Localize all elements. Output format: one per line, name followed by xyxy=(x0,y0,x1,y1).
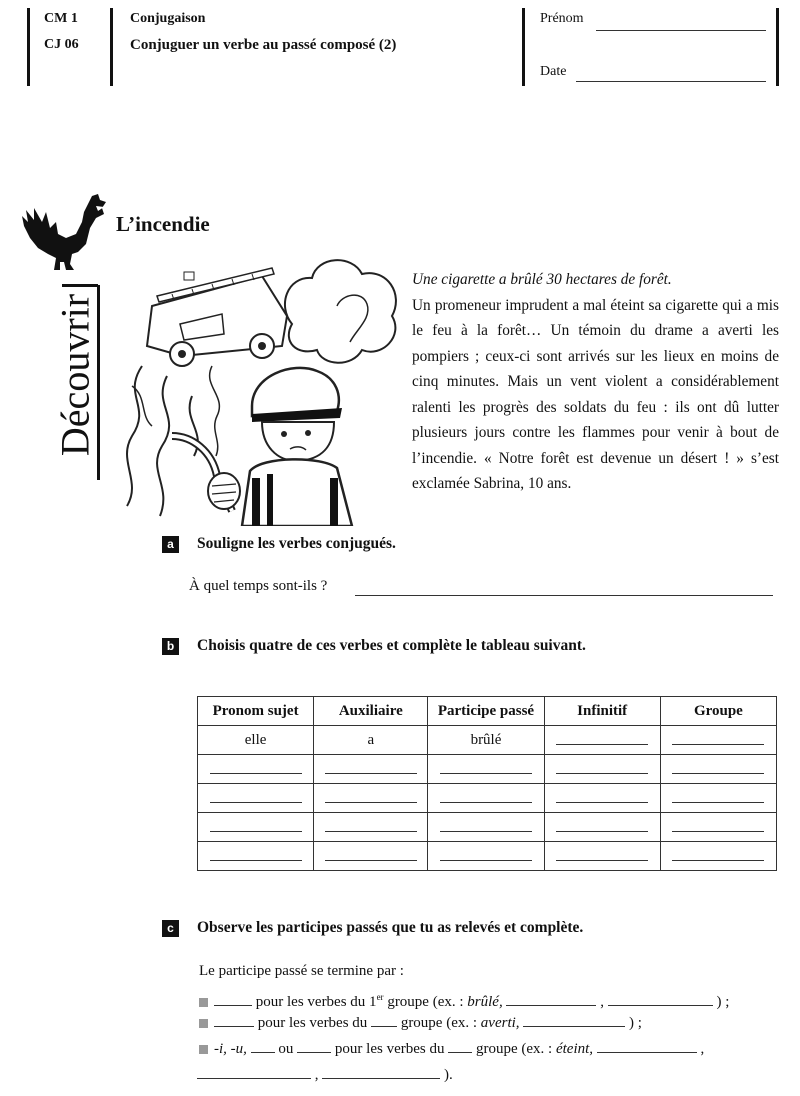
answer-blank[interactable] xyxy=(523,1025,625,1027)
exercise-b-instruction: Choisis quatre de ces verbes et complète le tableau suivant. xyxy=(197,637,586,654)
table-row xyxy=(198,784,777,813)
rule-line-3-cont: , ). xyxy=(197,1063,453,1087)
answer-blank[interactable] xyxy=(251,1051,275,1053)
header-divider-left xyxy=(27,8,30,86)
header-level: CM 1 xyxy=(44,11,78,26)
bullet-square-icon xyxy=(199,1019,208,1028)
header-subject: Conjugaison xyxy=(130,11,206,26)
table-row xyxy=(198,842,777,871)
column-header: Groupe xyxy=(660,697,776,726)
rule-text: groupe (ex. : xyxy=(475,1041,553,1057)
column-header: Infinitif xyxy=(544,697,660,726)
superscript: er xyxy=(376,992,384,1002)
column-header: Participe passé xyxy=(428,697,544,726)
table-cell-input[interactable] xyxy=(314,813,428,842)
date-field[interactable] xyxy=(576,80,766,82)
table-cell-input[interactable] xyxy=(544,726,660,755)
table-cell-input[interactable] xyxy=(428,784,544,813)
table-row xyxy=(198,813,777,842)
rule-text: ou xyxy=(278,1041,294,1057)
answer-blank[interactable] xyxy=(297,1051,331,1053)
exercise-c-marker: c xyxy=(162,920,179,937)
rule-text: pour les verbes du 1 xyxy=(255,994,377,1010)
rule-example: averti, xyxy=(480,1015,520,1031)
rule-example: éteint, xyxy=(555,1041,594,1057)
story-heading: L’incendie xyxy=(116,212,210,236)
story-headline: Une cigarette a brûlé 30 hectares de forêt. xyxy=(412,271,672,288)
firstname-label: Prénom xyxy=(540,11,584,26)
column-header: Auxiliaire xyxy=(314,697,428,726)
answer-blank[interactable] xyxy=(608,1004,713,1006)
table-cell-input[interactable] xyxy=(314,755,428,784)
table-cell-input[interactable] xyxy=(314,842,428,871)
table-cell-input[interactable] xyxy=(660,813,776,842)
answer-blank[interactable] xyxy=(214,1004,252,1006)
table-cell: brûlé xyxy=(428,726,544,755)
rooster-icon xyxy=(20,192,108,284)
rule-line-2: pour les verbes du groupe (ex. : averti, ) ; xyxy=(199,1011,642,1035)
table-cell-input[interactable] xyxy=(544,842,660,871)
answer-blank[interactable] xyxy=(506,1004,596,1006)
rule-text: groupe (ex. : xyxy=(400,1015,478,1031)
answer-blank[interactable] xyxy=(448,1051,472,1053)
exercise-a-answer-field[interactable] xyxy=(355,594,773,596)
table-row xyxy=(198,726,777,755)
table-cell-input[interactable] xyxy=(198,842,314,871)
exercise-b-marker: b xyxy=(162,638,179,655)
rule-line-3: -i, -u, ou pour les verbes du groupe (ex. : éteint, , xyxy=(199,1037,704,1061)
section-label: Découvrir xyxy=(52,293,98,457)
table-cell-input[interactable] xyxy=(660,784,776,813)
firstname-field[interactable] xyxy=(596,29,766,31)
rule-endings: -i, -u, xyxy=(214,1041,247,1057)
table-cell-input[interactable] xyxy=(314,784,428,813)
answer-blank[interactable] xyxy=(214,1025,254,1027)
exercise-c xyxy=(162,919,583,937)
column-header: Pronom sujet xyxy=(198,697,314,726)
bullet-square-icon xyxy=(199,1045,208,1054)
rule-line-1: pour les verbes du 1er groupe (ex. : brûlé, , ) ; xyxy=(199,985,729,1014)
header-code: CJ 06 xyxy=(44,37,79,52)
table-cell-input[interactable] xyxy=(428,813,544,842)
table-cell-input[interactable] xyxy=(428,842,544,871)
table-cell-input[interactable] xyxy=(198,813,314,842)
section-vertical-rule xyxy=(97,285,100,480)
header-divider-mid xyxy=(110,8,113,86)
table-cell-input[interactable] xyxy=(198,784,314,813)
rule-text: groupe (ex. : xyxy=(387,994,464,1010)
date-label: Date xyxy=(540,64,567,79)
firefighter-illustration xyxy=(112,246,404,526)
exercise-b xyxy=(162,637,586,655)
table-cell-input[interactable] xyxy=(544,813,660,842)
header-title: Conjuguer un verbe au passé composé (2) xyxy=(130,37,397,53)
bullet-square-icon xyxy=(199,998,208,1007)
table-cell-input[interactable] xyxy=(428,755,544,784)
story-text xyxy=(412,267,779,497)
table-cell-input[interactable] xyxy=(660,842,776,871)
table-cell-input[interactable] xyxy=(660,755,776,784)
section-separator xyxy=(62,284,98,287)
verb-table xyxy=(197,696,777,871)
header-divider-far xyxy=(776,8,779,86)
exercise-a-question: À quel temps sont-ils ? xyxy=(189,578,328,594)
rule-example: brûlé, xyxy=(467,994,503,1010)
exercise-c-intro: Le participe passé se termine par : xyxy=(199,963,404,979)
table-cell-input[interactable] xyxy=(544,755,660,784)
header-divider-right xyxy=(522,8,525,86)
exercise-a-marker: a xyxy=(162,536,179,553)
table-cell-input[interactable] xyxy=(544,784,660,813)
exercise-c-instruction: Observe les participes passés que tu as relevés et complète. xyxy=(197,919,584,936)
table-cell-input[interactable] xyxy=(198,755,314,784)
table-cell: elle xyxy=(198,726,314,755)
exercise-a-instruction: Souligne les verbes conjugués. xyxy=(197,535,396,552)
answer-blank[interactable] xyxy=(597,1051,697,1053)
table-cell: a xyxy=(314,726,428,755)
table-row xyxy=(198,755,777,784)
answer-blank[interactable] xyxy=(371,1025,397,1027)
answer-blank[interactable] xyxy=(322,1077,440,1079)
rule-text: pour les verbes du xyxy=(257,1015,368,1031)
rule-text: pour les verbes du xyxy=(334,1041,445,1057)
exercise-a xyxy=(162,535,396,553)
table-header-row xyxy=(198,697,777,726)
story-body: Un promeneur imprudent a mal éteint sa cigarette qui a mis le feu à la forêt… Un témoin du drame a averti les pompiers ; ceux-ci sont arrivés sur les lieux en moins de cinq minutes. Mais un vent violent a considérablement ralenti les progrès des soldats du feu : ils ont dû lutter plusieurs jours contre les flammes pour venir à bout de l’incendie. « Notre forêt est devenue un désert ! » s’est exclamée Sabrina, 10 ans. xyxy=(412,296,779,492)
table-cell-input[interactable] xyxy=(660,726,776,755)
answer-blank[interactable] xyxy=(197,1077,311,1079)
